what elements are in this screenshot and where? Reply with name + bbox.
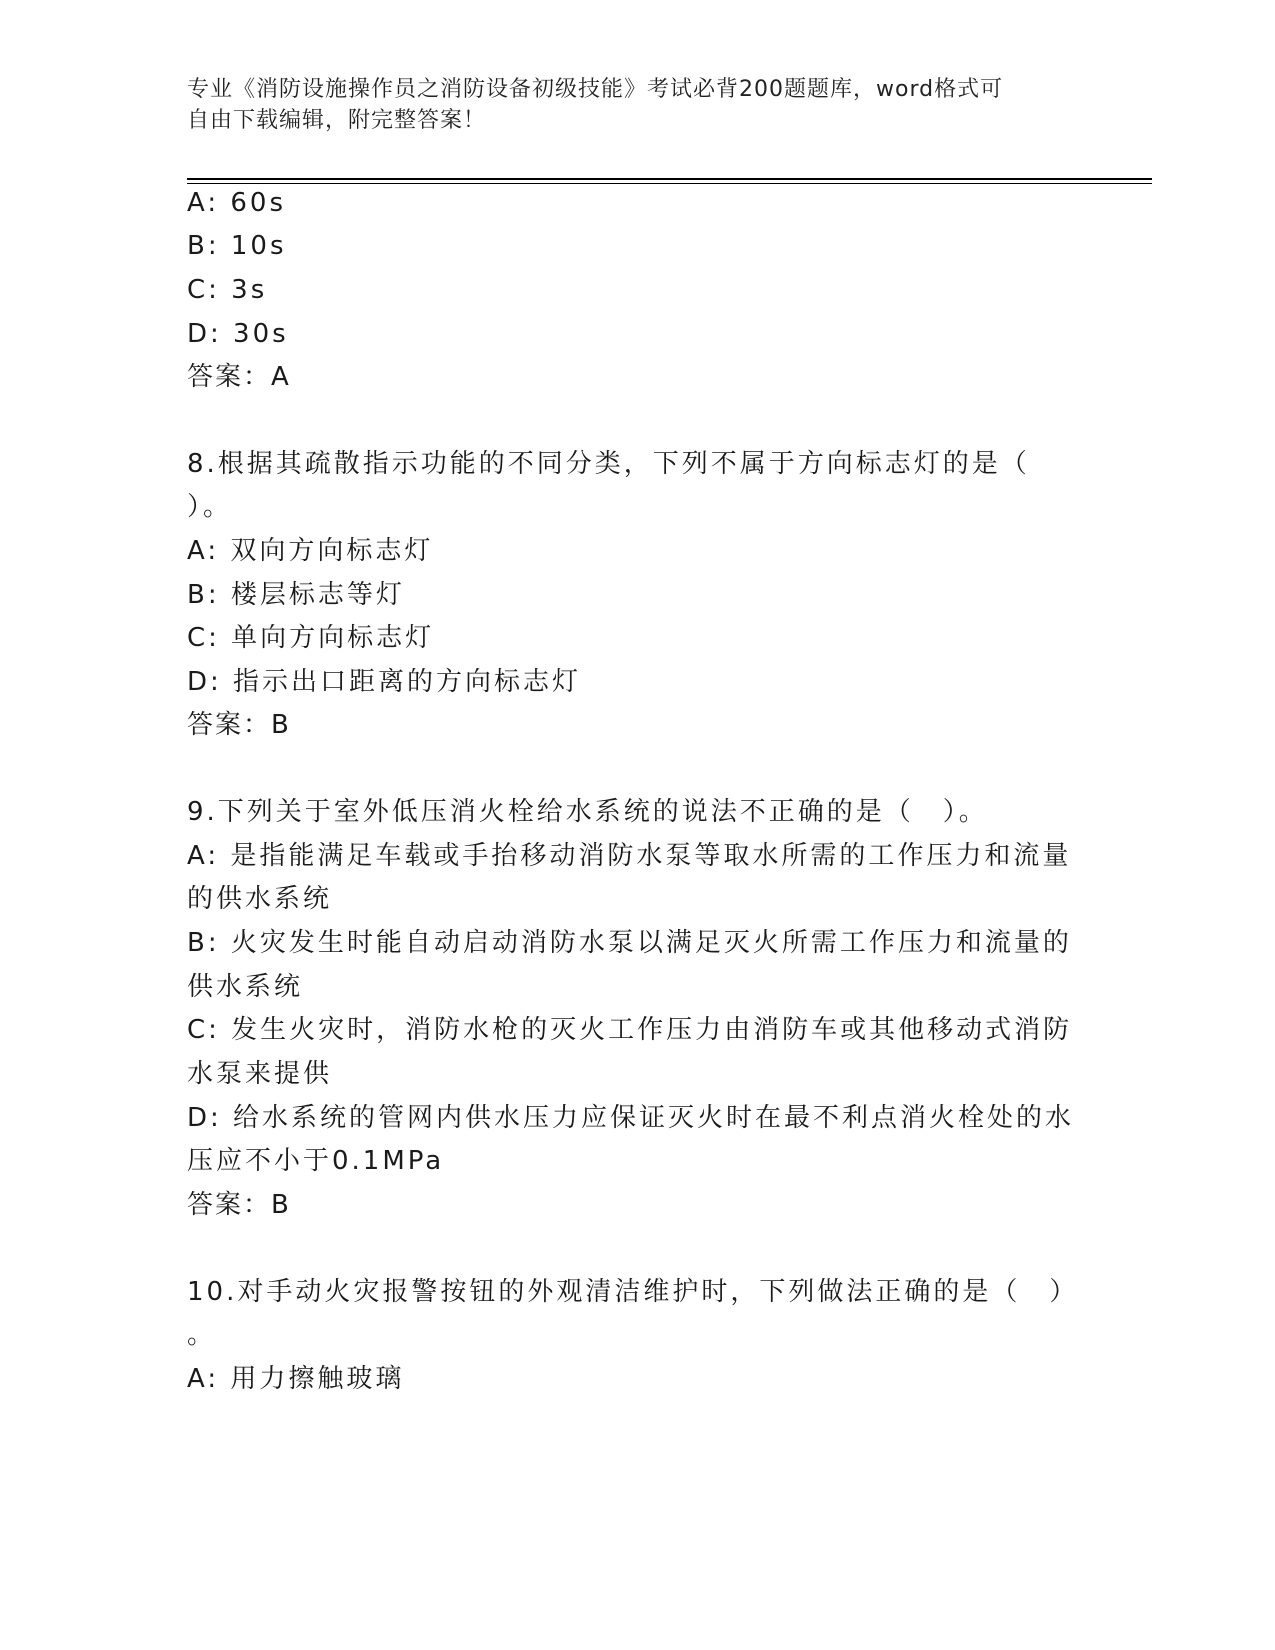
- header-line-2: 自由下载编辑，附完整答案！: [187, 108, 487, 133]
- q7-option-a: A: 60s: [187, 188, 286, 218]
- q9-option-c-line-2: 水泵来提供: [187, 1059, 333, 1089]
- q7-option-c: C: 3s: [187, 275, 268, 305]
- q8-stem-line-1: 8.根据其疏散指示功能的不同分类，下列不属于方向标志灯的是（: [187, 449, 1030, 479]
- q7-answer: 答案：A: [187, 362, 291, 392]
- q10-option-a: A: 用力擦触玻璃: [187, 1364, 405, 1394]
- q9-answer: 答案：B: [187, 1190, 291, 1220]
- q10-stem-line-1: 10.对手动火灾报警按钮的外观清洁维护时，下列做法正确的是（ ）: [187, 1277, 1079, 1307]
- q9-option-d-line-2: 压应不小于0.1MPa: [187, 1146, 445, 1176]
- q9-stem: 9.下列关于室外低压消火栓给水系统的说法不正确的是（ ）。: [187, 797, 988, 827]
- q9-option-a-line-2: 的供水系统: [187, 884, 333, 914]
- q9-option-d-line-1: D: 给水系统的管网内供水压力应保证灭火时在最不利点消火栓处的水: [187, 1103, 1075, 1133]
- q8-answer: 答案：B: [187, 710, 291, 740]
- q7-option-b: B: 10s: [187, 231, 287, 261]
- header-line-1: 专业《消防设施操作员之消防设备初级技能》考试必背200题题库，word格式可: [187, 77, 1004, 102]
- q8-option-b: B: 楼层标志等灯: [187, 580, 405, 610]
- q8-option-c: C: 单向方向标志灯: [187, 623, 435, 653]
- q8-option-d: D: 指示出口距离的方向标志灯: [187, 667, 582, 697]
- q9-option-c-line-1: C: 发生火灾时，消防水枪的灭火工作压力由消防车或其他移动式消防: [187, 1015, 1073, 1045]
- q9-option-b-line-2: 供水系统: [187, 972, 304, 1002]
- q7-option-d: D: 30s: [187, 319, 289, 349]
- q10-stem-line-2: 。: [187, 1320, 217, 1350]
- header-divider-thin: [187, 183, 1152, 184]
- header-divider-thick: [187, 178, 1152, 180]
- q9-option-a-line-1: A: 是指能满足车载或手抬移动消防水泵等取水所需的工作压力和流量: [187, 841, 1072, 871]
- q8-stem-line-2: ）。: [187, 492, 233, 522]
- q8-option-a: A: 双向方向标志灯: [187, 536, 434, 566]
- q9-option-b-line-1: B: 火灾发生时能自动启动消防水泵以满足灭火所需工作压力和流量的: [187, 928, 1072, 958]
- document-header: [187, 74, 1067, 136]
